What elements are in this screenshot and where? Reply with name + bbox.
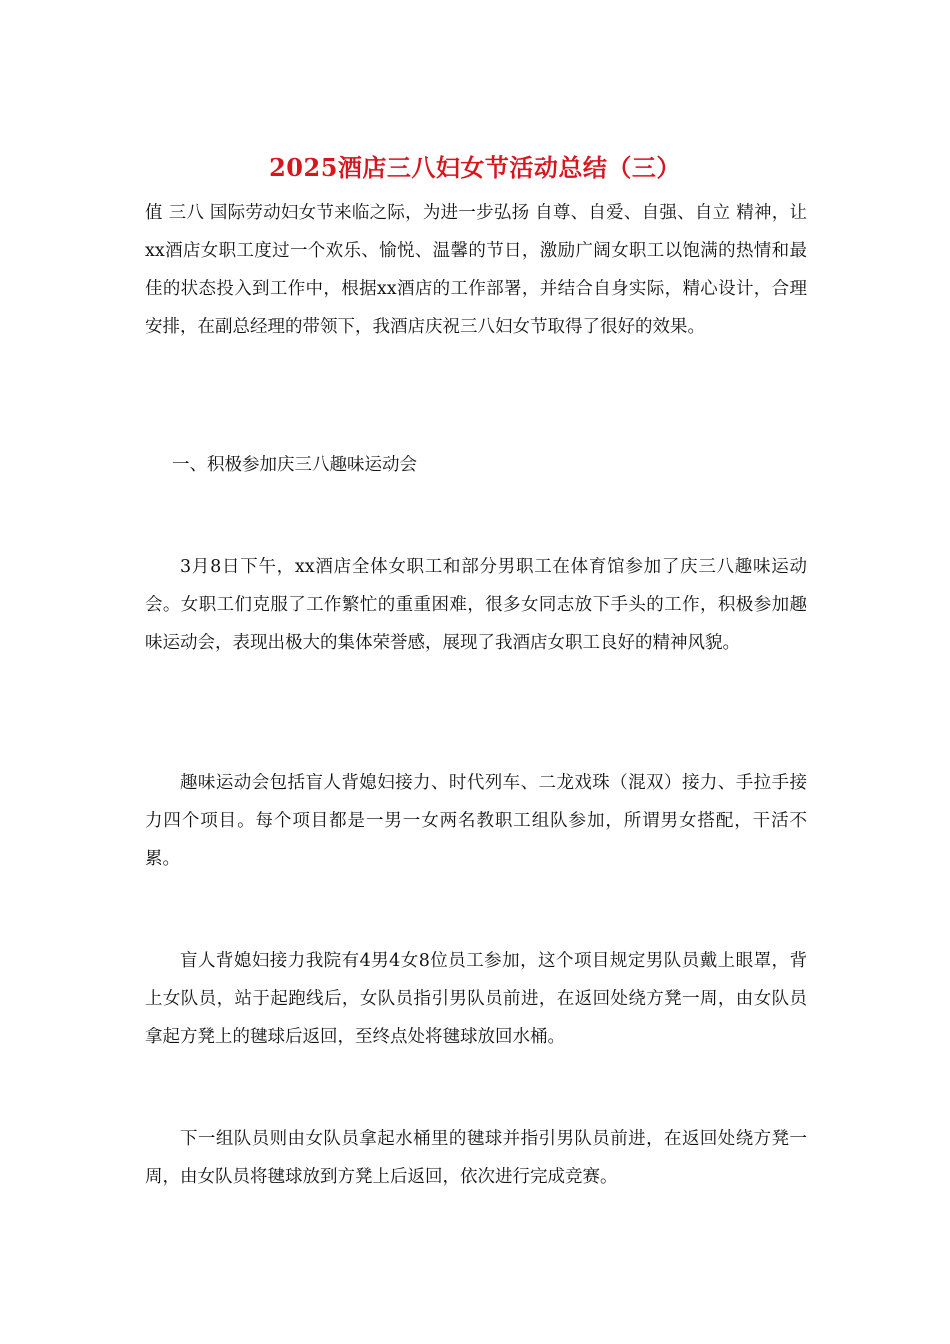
paragraph-next-group: 下一组队员则由女队员拿起水桶里的毽球并指引男队员前进，在返回处绕方凳一周，由女队员将毽球放到方凳上后返回，依次进行完成竞赛。 (145, 1129, 807, 1187)
intro-paragraph: 值 三八 国际劳动妇女节来临之际，为进一步弘扬 自尊、自爱、自强、自立 精神，让xx酒店女职工度过一个欢乐、愉悦、温馨的节日，激励广阔女职工以饱满的热情和最佳的状态投入到工作中，根据xx酒店的工作部署，并结合自身实际，精心设计，合理安排，在副总经理的带领下，我酒店庆祝三八妇女节取得了很好的效果。 (145, 203, 807, 337)
section-heading-1: 一、积极参加庆三八趣味运动会 (172, 455, 417, 475)
document-title: 2025酒店三八妇女节活动总结（三） (269, 153, 681, 182)
paragraph-sports-meeting: 3月8日下午，xx酒店全体女职工和部分男职工在体育馆参加了庆三八趣味运动会。女职工们克服了工作繁忙的重重困难，很多女同志放下手头的工作，积极参加趣味运动会，表现出极大的集体荣誉感，展现了我酒店女职工良好的精神风貌。 (145, 557, 807, 653)
paragraph-relay-rules: 盲人背媳妇接力我院有4男4女8位员工参加，这个项目规定男队员戴上眼罩，背上女队员，站于起跑线后，女队员指引男队员前进，在返回处绕方凳一周，由女队员拿起方凳上的毽球后返回，至终点处将毽球放回水桶。 (145, 951, 807, 1047)
paragraph-events: 趣味运动会包括盲人背媳妇接力、时代列车、二龙戏珠（混双）接力、手拉手接力四个项目。每个项目都是一男一女两名教职工组队参加，所谓男女搭配，干活不累。 (145, 773, 807, 869)
